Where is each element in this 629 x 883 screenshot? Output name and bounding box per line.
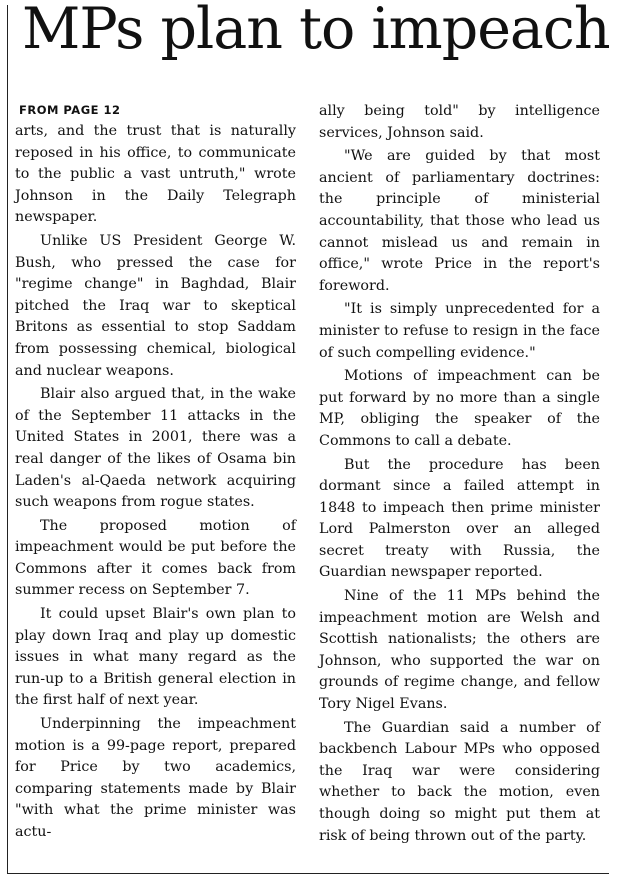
paragraph: Blair also argued that, in the wake of the September 11 attacks in the United States in 2001, there was a real danger of the likes of Osama bin Laden's al-Qaeda network acquiring such weapons from rogue states. [15, 386, 296, 511]
paragraph: The proposed motion of impeachment would be put before the Commons after it comes back from summer recess on September 7. [15, 517, 296, 599]
paragraph: Unlike US President George W. Bush, who pressed the case for "regime change" in Baghdad, Blair pitched the Iraq war to skeptical Britons as essential to stop Saddam from possessing chemical, biological and nuclear weapons. [15, 232, 296, 379]
headline: MPs plan to impeach [22, 0, 610, 62]
bottom-rule [7, 873, 609, 874]
article-column-left [15, 100, 296, 846]
article-column-right [319, 101, 600, 849]
paragraph: ally being told" by intelligence services, Johnson said. [319, 103, 600, 141]
paragraph: Nine of the 11 MPs behind the impeachment motion are Welsh and Scottish nationalists; the others are Johnson, who supported the war on grounds of regime change, and fellow Tory Nigel Evans. [319, 588, 600, 713]
paragraph: "It is simply unprecedented for a minister to refuse to resign in the face of such compelling evidence." [319, 301, 600, 361]
paragraph: It could upset Blair's own plan to play down Iraq and play up domestic issues in what many regard as the run-up to a British general election in the first half of next year. [15, 606, 296, 709]
jump-label: FROM PAGE 12 [19, 103, 121, 117]
paragraph: arts, and the trust that is naturally reposed in his office, to communicate to the public a vast untruth," wrote Johnson in the Daily Telegraph newspaper. [15, 123, 296, 226]
column-rule-left [7, 5, 8, 873]
paragraph: The Guardian said a number of backbench Labour MPs who opposed the Iraq war were considering whether to back the motion, even though doing so might put them at risk of being thrown out of the party. [319, 719, 600, 844]
paragraph: "We are guided by that most ancient of parliamentary doctrines: the principle of ministerial accountability, that those who lead us cannot mislead us and remain in office," wrote Price in the report's foreword. [319, 148, 600, 294]
paragraph: But the procedure has been dormant since a failed attempt in 1848 to impeach then prime minister Lord Palmerston over an alleged secret treaty with Russia, the Guardian newspaper reported. [319, 456, 600, 581]
paragraph: Motions of impeachment can be put forward by no more than a single MP, obliging the speaker of the Commons to call a debate. [319, 368, 600, 449]
paragraph: Underpinning the impeachment motion is a 99-page report, prepared for Price by two academics, comparing statements made by Blair "with what the prime minister was actu- [15, 716, 296, 840]
